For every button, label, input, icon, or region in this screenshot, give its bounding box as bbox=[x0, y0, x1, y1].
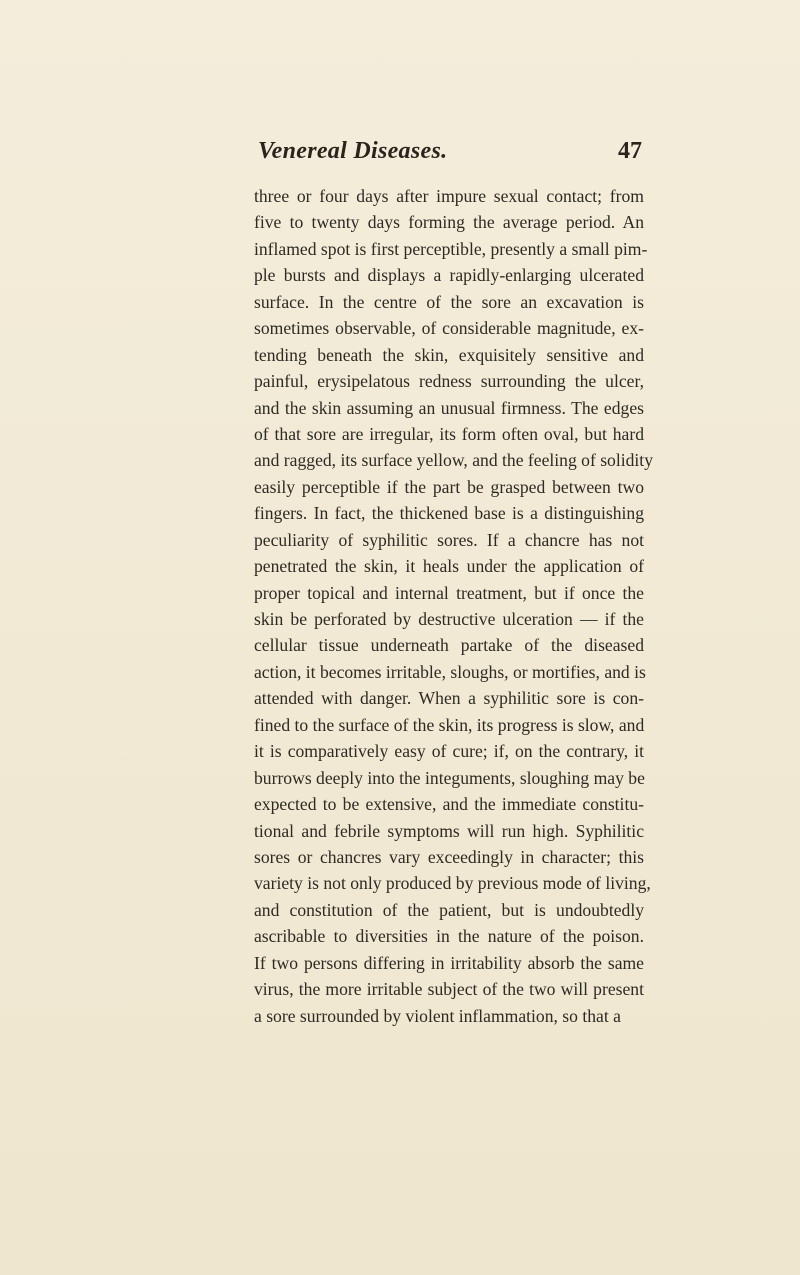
text-line: and constitution of the patient, but is undoubtedly bbox=[254, 899, 644, 920]
text-line: sometimes observable, of considerable magnitude, ex- bbox=[254, 318, 644, 339]
text-line: tending beneath the skin, exquisitely sensitive and bbox=[254, 344, 644, 365]
text-line: action, it becomes irritable, sloughs, or mortifies, and is bbox=[254, 661, 646, 682]
text-line: tional and febrile symptoms will run high. Syphilitic bbox=[254, 820, 644, 841]
text-line: five to twenty days forming the average period. An bbox=[254, 212, 644, 233]
text-line: ple bursts and displays a rapidly-enlarging ulcerated bbox=[254, 265, 644, 286]
body-text bbox=[254, 183, 653, 1029]
text-line: and ragged, its surface yellow, and the feeling of solidity bbox=[254, 450, 653, 471]
text-line: and the skin assuming an unusual firmness. The edges bbox=[254, 397, 644, 418]
text-line: ascribable to diversities in the nature of the poison. bbox=[254, 926, 644, 947]
text-line: easily perceptible if the part be grasped between two bbox=[254, 476, 644, 497]
text-line: attended with danger. When a syphilitic sore is con- bbox=[254, 688, 644, 709]
text-line: fined to the surface of the skin, its progress is slow, and bbox=[254, 714, 645, 735]
text-line: sores or chancres vary exceedingly in character; this bbox=[254, 846, 644, 867]
text-line: expected to be extensive, and the immediate constitu- bbox=[254, 794, 644, 815]
running-head bbox=[0, 135, 800, 171]
text-line: virus, the more irritable subject of the two will present bbox=[254, 979, 644, 1000]
running-title: Venereal Diseases. bbox=[258, 138, 448, 164]
text-line: peculiarity of syphilitic sores. If a chancre has not bbox=[254, 529, 644, 550]
text-line: burrows deeply into the integuments, sloughing may be bbox=[254, 767, 645, 788]
text-line: a sore surrounded by violent inflammation, so that a bbox=[254, 1005, 621, 1026]
text-line: penetrated the skin, it heals under the application of bbox=[254, 556, 644, 577]
text-line: three or four days after impure sexual contact; from bbox=[254, 186, 644, 206]
text-line: proper topical and internal treatment, but if once the bbox=[254, 582, 644, 603]
page-number: 47 bbox=[618, 138, 642, 164]
text-line: inflamed spot is first perceptible, presently a small pim- bbox=[254, 238, 648, 259]
text-line: If two persons differing in irritability absorb the same bbox=[254, 952, 644, 973]
text-line: fingers. In fact, the thickened base is a distinguishing bbox=[254, 503, 644, 524]
text-line: surface. In the centre of the sore an excavation is bbox=[254, 291, 644, 312]
text-line: variety is not only produced by previous mode of living, bbox=[254, 873, 651, 894]
text-line: it is comparatively easy of cure; if, on the contrary, it bbox=[254, 741, 644, 762]
text-line: skin be perforated by destructive ulceration — if the bbox=[254, 609, 644, 629]
text-line: of that sore are irregular, its form often oval, but hard bbox=[254, 423, 644, 444]
text-line: cellular tissue underneath partake of the diseased bbox=[254, 635, 644, 656]
text-line: painful, erysipelatous redness surrounding the ulcer, bbox=[254, 371, 644, 392]
